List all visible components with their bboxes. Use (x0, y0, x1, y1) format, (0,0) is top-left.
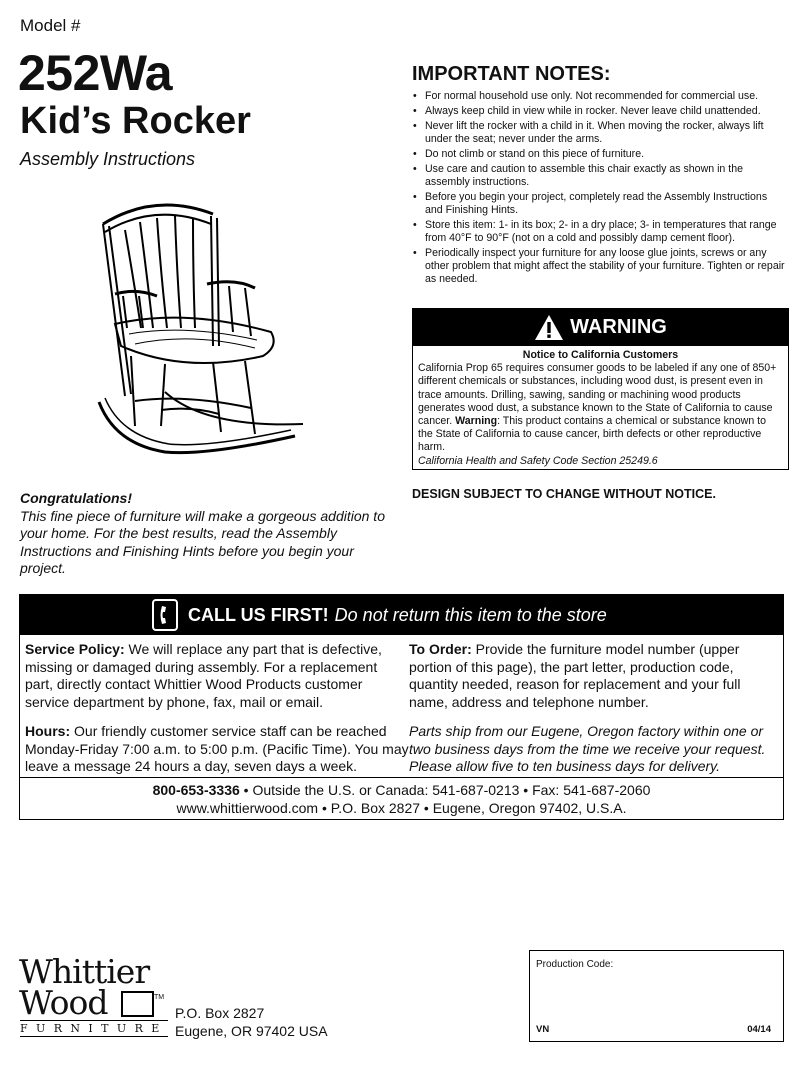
warning-text: California Prop 65 requires consumer goods to be labeled if any one of 850+ different chemicals or substances, including wood dust, is present even in trace amounts. Drilling, sawing, sanding or machining wood products generates wood dust, a substance known to the State of California to cause cancer. Warning: This product contains a chemical or substance known to the State of California to cause cancer, birth defects or other reproductive harm. (418, 362, 777, 454)
production-date: 04/14 (747, 1024, 771, 1035)
call-us-subtitle: Do not return this item to the store (334, 604, 607, 625)
logo-line-1: Whittier (19, 952, 150, 991)
congratulations-body: This fine piece of furniture will make a gorgeous addition to your home. For the best results, read the Assembly Instructions and Finishing Hints before you begin your project. (20, 507, 385, 576)
production-code-box (529, 950, 784, 1042)
call-us-header (20, 595, 783, 635)
order-column (409, 641, 778, 788)
warning-title: WARNING (570, 316, 667, 338)
address-line-2: Eugene, OR 97402 USA (175, 1023, 328, 1039)
whittier-wood-logo (19, 952, 169, 1038)
product-name: Kid’s Rocker (20, 100, 251, 142)
congratulations-text (20, 490, 398, 578)
contact-footer (20, 777, 783, 819)
contact-line-1: 800-653-3336 • Outside the U.S. or Canada: 541-687-0213 • Fax: 541-687-2060 (152, 782, 651, 798)
production-vn: VN (536, 1024, 550, 1035)
order-info: To Order: Provide the furniture model number (upper portion of this page), the part letter, production code, quantity needed, reason for replacement and your full name, address and telephone number. (408, 641, 741, 710)
document-subtitle: Assembly Instructions (20, 149, 196, 169)
call-us-title: CALL US FIRST! (188, 604, 329, 625)
model-label: Model # (20, 16, 81, 35)
service-hours: Hours: Our friendly customer service staff can be reached Monday-Friday 7:00 a.m. to 5:00 p.m. (Pacific Time). You may leave a message 24 hours a day, seven days a week. (25, 723, 409, 774)
parts-shipping-note: Parts ship from our Eugene, Oregon factory within one or two business days from the time we receive your request. Please allow five to ten business days for delivery. (408, 723, 766, 774)
rocking-chair-illustration (95, 196, 305, 466)
warning-triangle-icon (534, 314, 564, 341)
warning-code: California Health and Safety Code Section 25249.6 (418, 454, 658, 467)
warning-header (413, 309, 788, 346)
phone-number[interactable]: 800-653-3336 (152, 782, 240, 798)
note-item: • Before you begin your project, completely read the Assembly Instructions and Finishing Hints. (412, 191, 787, 217)
company-address (175, 1004, 328, 1040)
note-item: • Do not climb or stand on this piece of furniture. (412, 148, 787, 161)
note-item: • Never lift the rocker with a child in it. When moving the rocker, always lift under the seat; never under the arms. (412, 120, 787, 146)
logo-trademark: TM (154, 994, 165, 1001)
note-item: • Always keep child in view while in rocker. Never leave child unattended. (412, 105, 787, 118)
congratulations-title: Congratulations! (20, 490, 132, 506)
logo-line-2: Wood (19, 983, 108, 1022)
call-us-box (19, 594, 784, 820)
logo-line-3: FURNITURE (20, 1022, 168, 1035)
design-change-note: DESIGN SUBJECT TO CHANGE WITHOUT NOTICE. (412, 487, 716, 501)
note-item: • Use care and caution to assemble this chair exactly as shown in the assembly instructions. (412, 163, 787, 189)
important-notes-title: IMPORTANT NOTES: (412, 63, 611, 85)
address-line-1: P.O. Box 2827 (175, 1005, 265, 1021)
note-item: • Store this item: 1- in its box; 2- in a dry place; 3- in temperatures that range from 40°F to 90°F (not on a cold and possibly damp cement floor). (412, 219, 787, 245)
service-policy: Service Policy: We will replace any part that is defective, missing or damaged during assembly. For a replacement part, directly contact Whittier Wood Products customer service department by phone, fax, mail or email. (25, 641, 382, 710)
logo-mark-icon (121, 991, 154, 1017)
notice-title: Notice to California Customers (522, 349, 679, 361)
warning-body (413, 346, 788, 468)
phone-icon (152, 599, 178, 631)
model-number: 252Wa (18, 45, 173, 101)
note-item: • Periodically inspect your furniture for any loose glue joints, screws or any other problem that might affect the stability of your furniture. Tighten or repair as needed. (412, 247, 787, 286)
note-item: • For normal household use only. Not recommended for commercial use. (412, 90, 787, 103)
service-column (25, 641, 409, 788)
important-notes-list (412, 90, 787, 286)
production-code-label: Production Code: (536, 959, 614, 970)
contact-line-2: www.whittierwood.com • P.O. Box 2827 • Eugene, Oregon 97402, U.S.A. (176, 800, 627, 816)
warning-box (412, 308, 789, 470)
important-notes (412, 63, 787, 288)
